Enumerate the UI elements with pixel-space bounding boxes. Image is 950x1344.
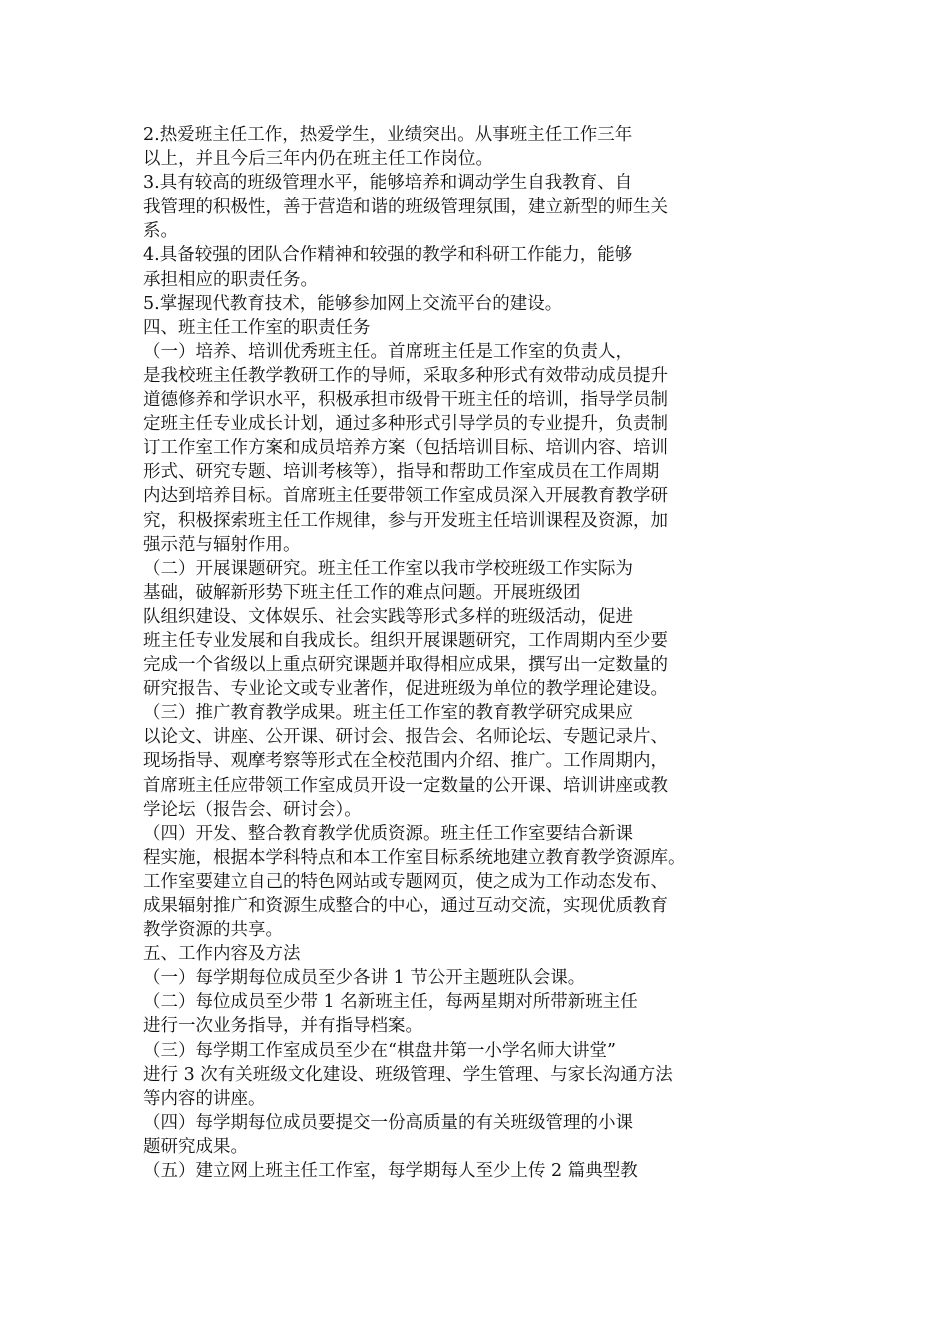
- text-line: （二）开展课题研究。班主任工作室以我市学校班级工作实际为: [143, 558, 633, 579]
- text-line: 等内容的讲座。: [143, 1088, 266, 1109]
- text-line: 研究报告、专业论文或专业著作，促进班级为单位的教学理论建设。: [143, 679, 668, 700]
- text-line: （一）每学期每位成员至少各讲 1 节公开主题班队会课。: [143, 968, 586, 989]
- text-line: 我管理的积极性，善于营造和谐的班级管理氛围，建立新型的师生关: [143, 197, 668, 218]
- text-line: 3.具有较高的班级管理水平，能够培养和调动学生自我教育、自: [143, 173, 633, 194]
- text-line: 基础，破解新形势下班主任工作的难点问题。开展班级团: [143, 582, 581, 603]
- text-line: 题研究成果。: [143, 1136, 248, 1157]
- text-line: 强示范与辐射作用。: [143, 534, 301, 555]
- text-line: 工作室要建立自己的特色网站或专题网页，使之成为工作动态发布、: [143, 871, 668, 892]
- text-line: 成果辐射推广和资源生成整合的中心，通过互动交流，实现优质教育: [143, 896, 668, 916]
- text-line: （三）每学期工作室成员至少在“棋盘井第一小学名师大讲堂”: [143, 1040, 616, 1061]
- text-line: 是我校班主任教学教研工作的导师，采取多种形式有效带动成员提升: [143, 365, 668, 386]
- text-line: 程实施，根据本学科特点和本工作室目标系统地建立教育教学资源库。: [143, 847, 686, 868]
- text-line: 班主任专业发展和自我成长。组织开展课题研究，工作周期内至少要: [143, 630, 668, 651]
- text-line: 五、工作内容及方法: [143, 944, 301, 965]
- text-line: 队组织建设、文体娱乐、社会实践等形式多样的班级活动，促进: [143, 606, 633, 627]
- text-line: 首席班主任应带领工作室成员开设一定数量的公开课、培训讲座或教: [143, 775, 668, 796]
- text-line: 系。: [143, 221, 178, 242]
- text-line: （四）每学期每位成员要提交一份高质量的有关班级管理的小课: [143, 1112, 633, 1133]
- text-line: 2.热爱班主任工作，热爱学生，业绩突出。从事班主任工作三年: [143, 125, 633, 145]
- text-line: 5.掌握现代教育技术，能够参加网上交流平台的建设。: [143, 293, 563, 314]
- text-line: 以上，并且今后三年内仍在班主任工作岗位。: [143, 149, 493, 170]
- text-line: 4.具备较强的团队合作精神和较强的教学和科研工作能力，能够: [143, 245, 633, 266]
- text-line: 道德修养和学识水平，积极承担市级骨干班主任的培训，指导学员制: [143, 390, 668, 411]
- text-line: 进行一次业务指导，并有指导档案。: [143, 1016, 423, 1037]
- text-line: （五）建立网上班主任工作室，每学期每人至少上传 2 篇典型教: [143, 1161, 638, 1182]
- text-line: 订工作室工作方案和成员培养方案（包括培训目标、培训内容、培训: [143, 438, 668, 459]
- text-line: 承担相应的职责任务。: [143, 269, 318, 290]
- text-line: 现场指导、观摩考察等形式在全校范围内介绍、推广。工作周期内，: [143, 751, 668, 772]
- text-line: 内达到培养目标。首席班主任要带领工作室成员深入开展教育教学研: [143, 486, 668, 507]
- text-line: 学论坛（报告会、研讨会）。: [143, 799, 362, 820]
- text-line: 教学资源的共享。: [143, 920, 283, 941]
- text-line: 形式、研究专题、培训考核等），指导和帮助工作室成员在工作周期: [143, 462, 660, 483]
- text-line: 以论文、讲座、公开课、研讨会、报告会、名师论坛、专题记录片、: [143, 727, 668, 748]
- text-line: 定班主任专业成长计划，通过多种形式引导学员的专业提升，负责制: [143, 414, 668, 435]
- text-line: 究，积极探索班主任工作规律，参与开发班主任培训课程及资源，加: [143, 510, 668, 531]
- text-line: 四、班主任工作室的职责任务: [143, 317, 371, 338]
- text-line: （二）每位成员至少带 1 名新班主任，每两星期对所带新班主任: [143, 992, 638, 1013]
- text-line: （四）开发、整合教育教学优质资源。班主任工作室要结合新课: [143, 823, 633, 844]
- text-line: （三）推广教育教学成果。班主任工作室的教育教学研究成果应: [143, 703, 633, 724]
- text-line: 进行 3 次有关班级文化建设、班级管理、学生管理、与家长沟通方法: [143, 1064, 673, 1085]
- document-body: [143, 123, 743, 1183]
- text-line: 完成一个省级以上重点研究课题并取得相应成果，撰写出一定数量的: [143, 655, 668, 676]
- text-line: （一）培养、培训优秀班主任。首席班主任是工作室的负责人，: [143, 341, 633, 362]
